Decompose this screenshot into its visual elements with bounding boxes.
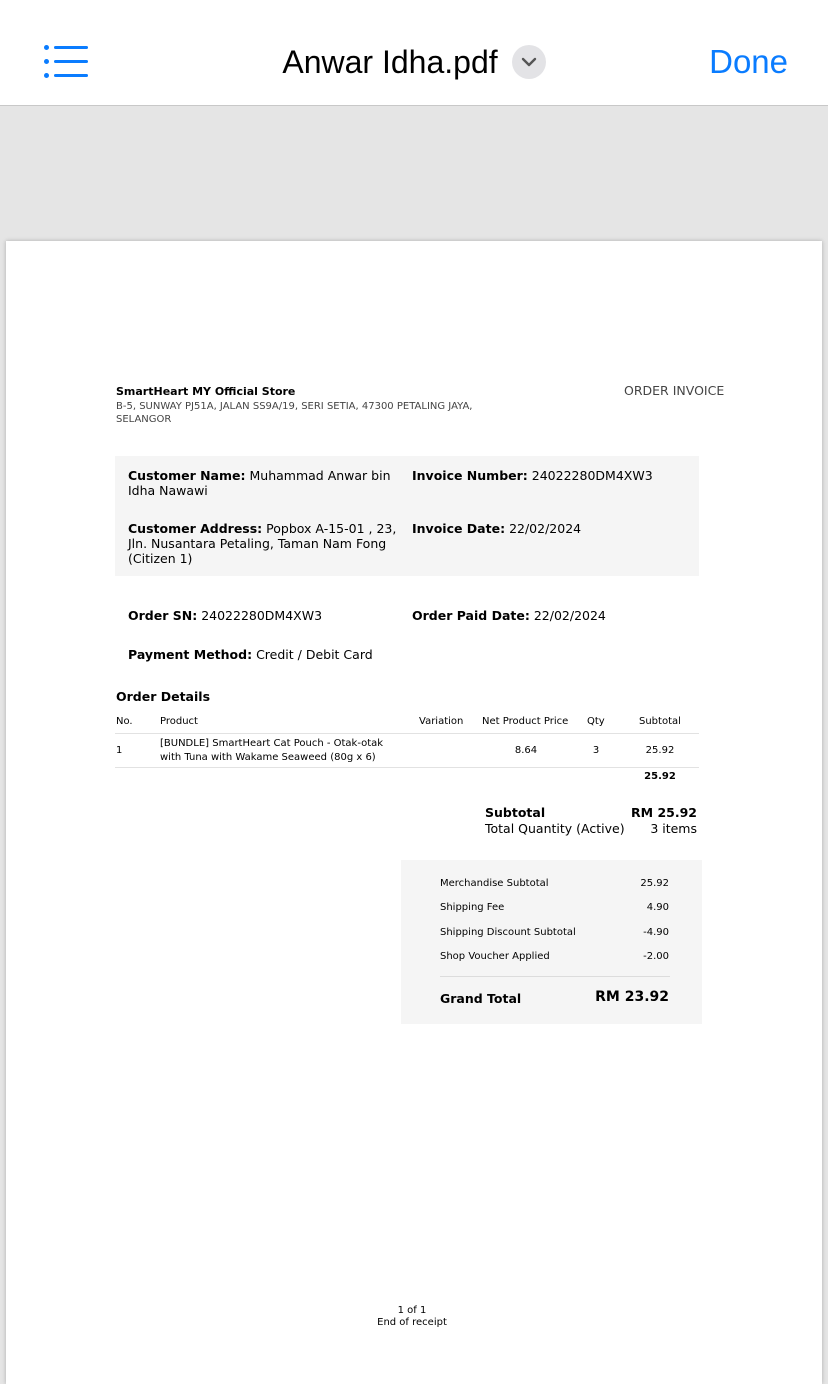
row-subtotal: 25.92 (645, 745, 675, 756)
customer-address: Customer Address: Popbox A-15-01 , 23, Jln. Nusantara Petaling, Taman Nam Fong (Citizen 1) (128, 521, 397, 566)
summary-value-voucher: -2.00 (643, 951, 669, 962)
table-header-subtotal: Subtotal (639, 716, 681, 727)
row-product-line1: [BUNDLE] SmartHeart Cat Pouch - Otak-otak (160, 738, 384, 749)
table-total: 25.92 (644, 771, 676, 782)
invoice-number: Invoice Number: 24022280DM4XW3 (412, 468, 653, 483)
store-address-line1: B-5, SUNWAY PJ51A, JALAN SS9A/19, SERI SETIA, 47300 PETALING JAYA, (116, 401, 473, 412)
end-of-receipt: End of receipt (377, 1317, 447, 1328)
invoice-date: Invoice Date: 22/02/2024 (412, 521, 582, 536)
table-header-price: Net Product Price (482, 716, 569, 727)
document-title[interactable]: Anwar Idha.pdf (282, 44, 498, 80)
summary-value-shipping-fee: 4.90 (646, 902, 669, 913)
table-header-qty: Qty (587, 716, 605, 727)
table-divider (115, 767, 699, 768)
navigation-bar (0, 0, 828, 106)
payment-method: Payment Method: Credit / Debit Card (128, 647, 373, 662)
summary-label-shipping-fee: Shipping Fee (440, 902, 505, 913)
title-group (0, 42, 828, 82)
row-qty: 3 (592, 745, 600, 756)
subtotal-value: RM 25.92 (631, 805, 697, 820)
grand-total-label: Grand Total (440, 991, 522, 1006)
table-header-product: Product (160, 716, 198, 727)
order-paid-date: Order Paid Date: 22/02/2024 (412, 608, 606, 623)
total-quantity-value: 3 items (650, 821, 697, 836)
row-product-line2: with Tuna with Wakame Seaweed (80g x 6) (160, 752, 376, 763)
summary-value-shipping-discount: -4.90 (643, 927, 669, 938)
grand-total-value: RM 23.92 (595, 989, 669, 1005)
page-indicator: 1 of 1 (397, 1305, 427, 1316)
document-type: ORDER INVOICE (624, 383, 725, 398)
row-no: 1 (116, 745, 123, 756)
row-price: 8.64 (514, 745, 538, 756)
table-header-variation: Variation (419, 716, 464, 727)
chevron-down-icon[interactable] (512, 45, 546, 79)
store-name: SmartHeart MY Official Store (116, 385, 296, 398)
order-details-heading: Order Details (116, 689, 211, 704)
summary-label-shipping-discount: Shipping Discount Subtotal (440, 927, 576, 938)
pdf-page (6, 241, 822, 1384)
table-header-no: No. (116, 716, 133, 727)
table-divider (115, 733, 699, 734)
summary-divider (440, 976, 670, 977)
summary-label-voucher: Shop Voucher Applied (440, 951, 550, 962)
customer-name: Customer Name: Muhammad Anwar bin Idha Nawawi (128, 468, 391, 498)
total-quantity-label: Total Quantity (Active) (485, 821, 625, 836)
done-button[interactable]: Done (709, 43, 788, 80)
summary-value-merchandise: 25.92 (640, 878, 669, 889)
summary-label-merchandise: Merchandise Subtotal (440, 878, 549, 889)
order-sn: Order SN: 24022280DM4XW3 (128, 608, 323, 623)
store-address-line2: SELANGOR (116, 414, 172, 425)
subtotal-label: Subtotal (485, 805, 546, 820)
